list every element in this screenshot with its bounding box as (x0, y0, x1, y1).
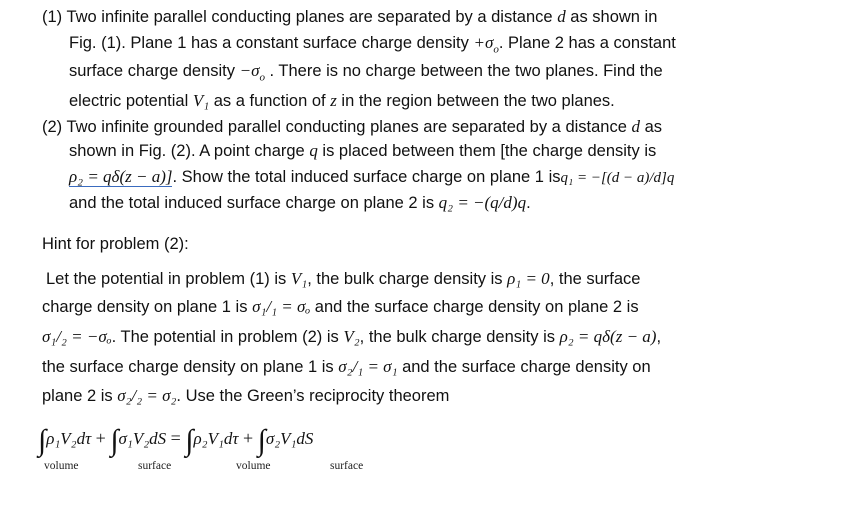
hint-line1 (46, 268, 641, 290)
text: is placed between them [the charge density is (317, 142, 657, 160)
text: , (656, 328, 662, 346)
equals-sign: = (166, 428, 186, 448)
rho1-zero: ρ₁ = 0 (507, 269, 550, 288)
greens-reciprocity-equation (38, 424, 313, 458)
text: as a function of (209, 92, 331, 110)
sigma-1-1: σ₁/₁ = σₒ (252, 297, 311, 316)
label-volume-1: volume (44, 460, 79, 472)
integral-sign: ∫ (185, 424, 194, 457)
text: Let the potential in problem (1) is (46, 270, 291, 288)
text: (2) Two infinite grounded parallel conducting planes are separated by a distance (42, 118, 632, 136)
text: . There is no charge between the two planes. Find the (264, 62, 663, 80)
label-surface-2: surface (330, 460, 364, 472)
p2-line3 (69, 166, 674, 189)
q2-expression: q₂ = −(q/d)q (438, 193, 527, 212)
plus-sign: + (238, 428, 258, 448)
text: Fig. (1). Plane 1 has a constant surface charge density (69, 34, 474, 52)
rho2-density: ρ₂ = qδ(z − a) (559, 327, 657, 346)
label-volume-2: volume (236, 460, 271, 472)
p1-line2 (69, 32, 676, 60)
p2-line4 (69, 192, 531, 214)
hint-line4 (42, 356, 651, 378)
text: and the surface charge density on (397, 358, 651, 376)
text: (1) Two infinite parallel conducting planes are separated by a distance (42, 8, 558, 26)
hint-line2 (42, 296, 639, 318)
text: and the total induced surface charge on plane 2 is (69, 194, 439, 212)
text: . The potential in problem (2) is (111, 328, 344, 346)
sigma-2-1: σ₂/₁ = σ₁ (338, 357, 398, 376)
text: . Plane 2 has a constant (498, 34, 676, 52)
p1-line4 (69, 90, 615, 112)
V2-symbol: V₂ (343, 327, 360, 346)
text: plane 2 is (42, 387, 118, 405)
q1-expression: q₁ = −[(d − a)/d]q (560, 170, 675, 186)
term-rho2-v1: ρ₂V₁dτ (193, 429, 239, 448)
hint-title: Hint for problem (2): (42, 235, 189, 253)
label-surface-1: surface (138, 460, 172, 472)
text: electric potential (69, 92, 193, 110)
p1-line3 (69, 60, 663, 88)
text: charge density on plane 1 is (42, 298, 253, 316)
rho2-definition: ρ₂ = qδ(z − a)] (69, 167, 173, 186)
plus-sigma-o: $+\sigma_o$ (473, 33, 499, 56)
text: , the bulk charge density is (359, 328, 560, 346)
term-sigma2-v1: σ₂V₁dS (265, 429, 314, 448)
symbol-d: d (557, 7, 566, 26)
p1-line1 (42, 6, 657, 28)
minus-sigma-o: $-\sigma_o$ (239, 61, 265, 84)
p2-line2 (69, 140, 656, 162)
hint-line3 (42, 326, 661, 348)
sigma-1-2: σ₁/₂ = −σₒ (42, 327, 112, 346)
integral-sign: ∫ (257, 424, 266, 457)
text: surface charge density (69, 62, 240, 80)
text: shown in Fig. (2). A point charge (69, 142, 310, 160)
hint-line5 (42, 385, 449, 407)
symbol-d: d (631, 117, 640, 136)
symbol-z: z (330, 91, 337, 110)
text: the surface charge density on plane 1 is (42, 358, 339, 376)
text: as shown in (565, 8, 658, 26)
term-sigma1-v2: σ₁V₂dS (118, 429, 167, 448)
term-rho1-v2: ρ₁V₂dτ (46, 429, 92, 448)
text: as (640, 118, 663, 136)
integral-sign: ∫ (38, 424, 47, 457)
text: and the surface charge density on plane 2 is (310, 298, 639, 316)
p2-line1 (42, 116, 662, 138)
period: . (526, 194, 531, 212)
text: , the bulk charge density is (307, 270, 508, 288)
symbol-q: q (309, 141, 318, 160)
text: in the region between the two planes. (336, 92, 615, 110)
V1-symbol: V₁ (290, 269, 308, 288)
V1-symbol: V₁ (192, 91, 210, 110)
text: . Show the total induced surface charge on plane 1 is (172, 168, 561, 186)
integral-sign: ∫ (110, 424, 119, 457)
text: , the surface (549, 270, 641, 288)
plus-sign: + (91, 428, 111, 448)
sigma-2-2: σ₂/₂ = σ₂ (117, 386, 177, 405)
text: . Use the Green’s reciprocity theorem (176, 387, 450, 405)
